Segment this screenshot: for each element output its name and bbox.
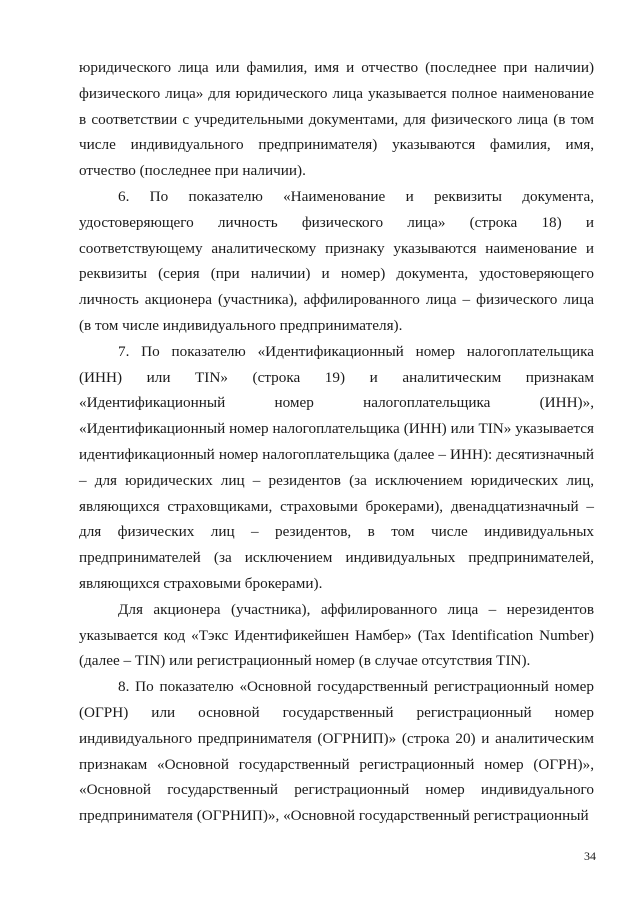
paragraph-item-6: 6. По показателю «Наименование и реквизиты документа, удостоверяющего личность физического лица» (строка 18) и соответствующему аналитическому признаку указываются наименование и реквизиты (серия (при наличии) и номер) документа, удостоверяющего личность акционера (участника), аффилированного лица – физического лица (в том числе индивидуального предпринимателя). xyxy=(79,187,594,334)
page-number: 34 xyxy=(584,849,596,863)
document-body xyxy=(79,55,594,829)
paragraph-item-7: 7. По показателю «Идентификационный номер налогоплательщика (ИНН) или TIN» (строка 19) и аналитическим признакам «Идентификационный номер налогоплательщика (ИНН)», «Идентификационный номер налогоплательщика (ИНН) или TIN» указывается идентификационный номер налогоплательщика (далее – ИНН): десятизначный – для юридических лиц – резидентов (за исключением юридических лиц, являющихся страховщиками, страховыми брокерами), двенадцатизначный – для физических лиц – резидентов, в том числе индивидуальных предпринимателей (за исключением индивидуальных предпринимателей, являющихся страховыми брокерами). xyxy=(79,342,594,592)
paragraph-nonresident: Для акционера (участника), аффилированного лица – нерезидентов указывается код «Тэкс Идентификейшен Намбер» (Tax Identification Number) (далее – TIN) или регистрационный номер (в случае отсутствия TIN). xyxy=(79,600,594,670)
paragraph-continuation: юридического лица или фамилия, имя и отчество (последнее при наличии) физического лица» для юридического лица указывается полное наименование в соответствии с учредительными документами, для физического лица (в том числе индивидуального предпринимателя) указываются фамилия, имя, отчество (последнее при наличии). xyxy=(79,59,594,180)
paragraph-item-8: 8. По показателю «Основной государственный регистрационный номер (ОГРН) или основной государственный регистрационный номер индивидуального предпринимателя (ОГРНИП)» (строка 20) и аналитическим признакам «Основной государственный регистрационный номер (ОГРН)», «Основной государственный регистрационный номер индивидуального предпринимателя (ОГРНИП)», «Основной государственный регистрационный xyxy=(79,678,594,825)
